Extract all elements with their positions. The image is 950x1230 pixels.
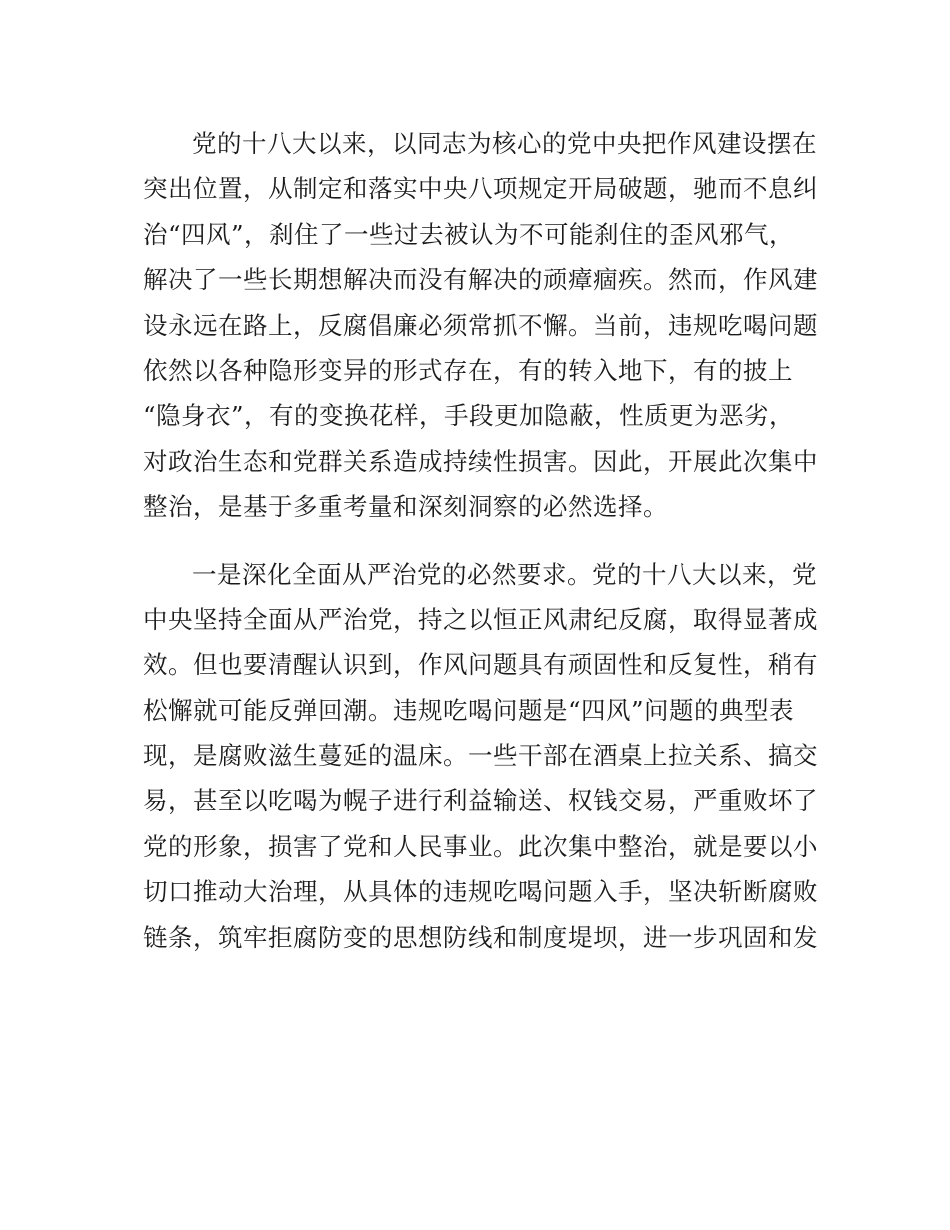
text-line: 治“四风”，刹住了一些过去被认为不可能刹住的歪风邪气， — [143, 219, 795, 249]
text-line: “隐身衣”，有的变换花样，手段更加隐蔽，性质更为恶劣， — [143, 401, 795, 431]
document-body — [143, 121, 818, 960]
text-line: 松懈就可能反弹回潮。违规吃喝问题是“四风”问题的典型表 — [143, 695, 795, 725]
text-line: 一是深化全面从严治党的必然要求。党的十八大以来，党 — [192, 559, 817, 589]
text-line: 解决了一些长期想解决而没有解决的顽瘴痼疾。然而，作风建 — [143, 265, 818, 295]
text-line: 切口推动大治理，从具体的违规吃喝问题入手，坚决斩断腐败 — [143, 877, 818, 907]
text-line: 党的形象，损害了党和人民事业。此次集中整治，就是要以小 — [143, 831, 818, 861]
text-line: 链条，筑牢拒腐防变的思想防线和制度堤坝，进一步巩固和发 — [143, 922, 818, 952]
paragraph-2 — [143, 552, 818, 961]
text-line: 现，是腐败滋生蔓延的温床。一些干部在酒桌上拉关系、搞交 — [143, 741, 818, 771]
text-line: 整治，是基于多重考量和深刻洞察的必然选择。 — [143, 492, 668, 522]
text-line: 设永远在路上，反腐倡廉必须常抓不懈。当前，违规吃喝问题 — [143, 310, 818, 340]
text-line: 效。但也要清醒认识到，作风问题具有顽固性和反复性，稍有 — [143, 650, 818, 680]
text-line: 对政治生态和党群关系造成持续性损害。因此，开展此次集中 — [143, 446, 818, 476]
text-line: 党的十八大以来，以同志为核心的党中央把作风建设摆在 — [192, 129, 817, 158]
paragraph-spacer — [143, 530, 813, 552]
paragraph-1 — [143, 121, 818, 530]
text-line: 突出位置，从制定和落实中央八项规定开局破题，驰而不息纠 — [143, 174, 818, 204]
text-line: 依然以各种隐形变异的形式存在，有的转入地下，有的披上 — [143, 355, 793, 385]
text-line: 中央坚持全面从严治党，持之以恒正风肃纪反腐，取得显著成 — [143, 604, 818, 634]
text-line: 易，甚至以吃喝为幌子进行利益输送、权钱交易，严重败坏了 — [143, 786, 818, 816]
